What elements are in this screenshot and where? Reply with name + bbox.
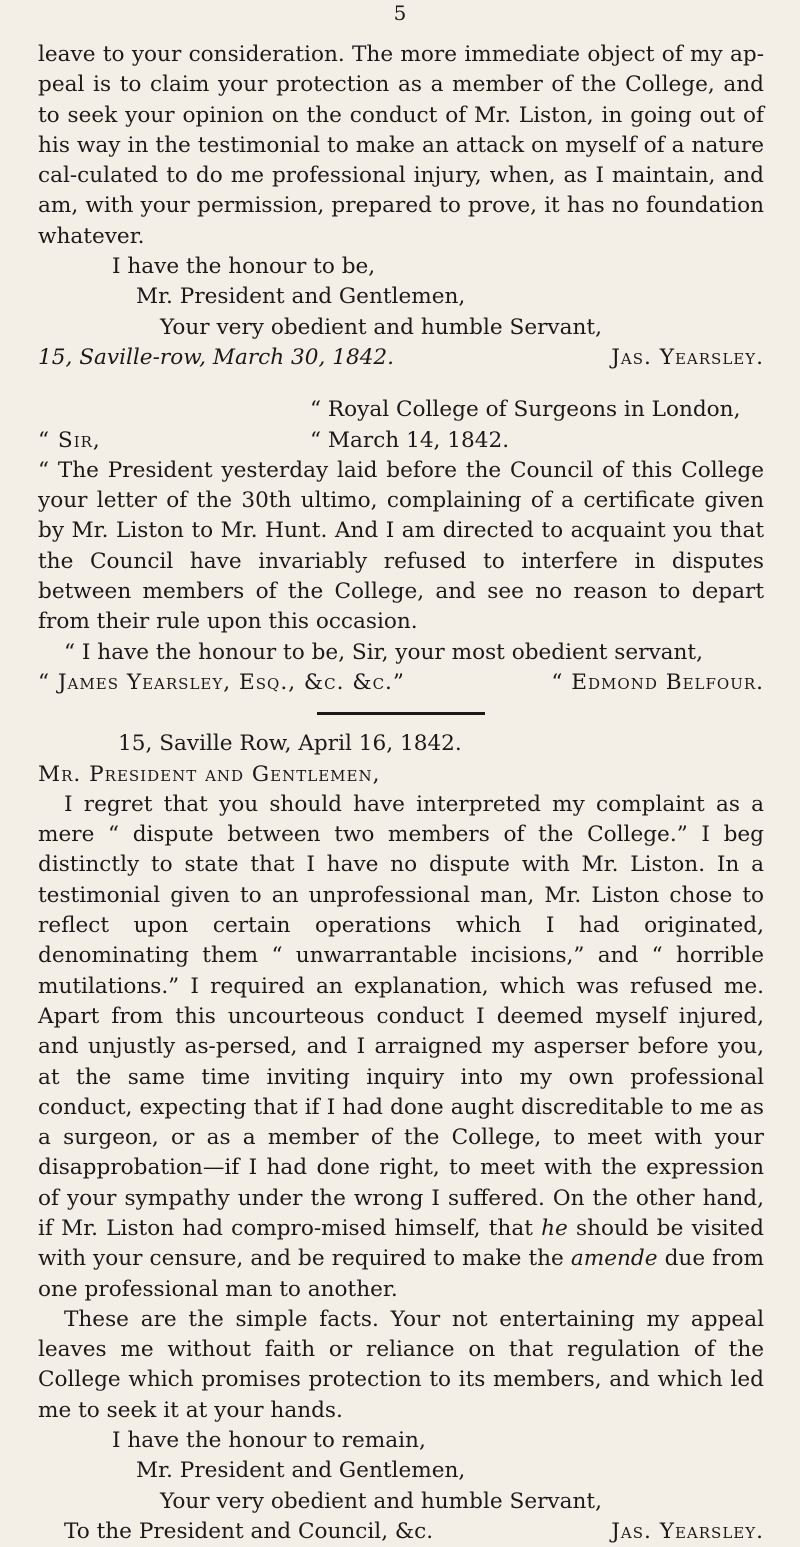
page-body (38, 40, 764, 1547)
letter1-footer (38, 343, 764, 373)
letter3-emphasis-he: he (541, 1215, 568, 1241)
letter1-paragraph: leave to your consideration. The more immediate object of my ap-peal is to claim your protection as a member of the College, and to seek your opinion on the conduct of Mr. Liston, in going out of his way in the testimonial to make an attack on myself of a nature cal-culated to do me professional injury, when, as I maintain, and am, with your permission, prepared to prove, it has no foundation whatever. (38, 42, 764, 249)
letter3-paragraph-1 (38, 790, 764, 1305)
letter2-date: “ March 14, 1842. (310, 427, 510, 453)
page-number: 5 (393, 1, 407, 25)
letter3-signature: Jas. Yearsley. (611, 1518, 764, 1544)
letter3-salutation: Mr. President and Gentlemen, (38, 761, 381, 787)
letter3-paragraph-1-part-b: should be visited with your censure, and be required to make the (38, 1215, 764, 1272)
letter2-salutation: “ Sir, (38, 427, 101, 453)
letter3-dateline: 15, Saville Row, April 16, 1842. (118, 731, 462, 757)
letter3-addressee: To the President and Council, &c. (64, 1518, 434, 1544)
letter3-emphasis-amende: amende (570, 1246, 658, 1272)
letter1-closing-3: Your very obedient and humble Servant, (160, 314, 602, 340)
letter2-salutation-row (38, 426, 764, 456)
letter3-closing-1: I have the honour to remain, (112, 1428, 426, 1454)
letter3-closing-2: Mr. President and Gentlemen, (136, 1458, 466, 1484)
letter3-footer (38, 1517, 764, 1547)
letter1-address: 15, Saville-row, March 30, 1842. (38, 344, 395, 370)
letter3-paragraph-2: These are the simple facts. Your not entertaining my appeal leaves me without faith or reliance on that regulation of the College which promises protection to its members, and which led me to seek it at your hands. (38, 1306, 764, 1423)
letter2-closing: “ I have the honour to be, Sir, your most obedient servant, (64, 639, 703, 665)
letter2-body: “ The President yesterday laid before the Council of this College your letter of the 30th ultimo, complaining of a certificate given by Mr. Liston to Mr. Hunt. And I am directed to acquaint you that the Council have invariably refused to interfere in disputes between members of the College, and see no reason to depart from their rule upon this occasion. (38, 457, 764, 635)
letter3-paragraph-1-part-a: I regret that you should have interpreted my complaint as a mere “ dispute between two members of the College.” I beg distinctly to state that I have no dispute with Mr. Liston. In a testimonial given to an unprofessional man, Mr. Liston chose to reflect upon certain operations which I had originated, denominating them “ unwarrantable incisions,” and “ horrible mutilations.” I required an explanation, which was refused me. Apart from this uncourteous conduct I deemed myself injured, and unjustly as-persed, and I arraigned my asperser before you, at the same time inviting inquiry into my own professional conduct, expecting that if I had done aught discreditable to me as a surgeon, or as a member of the College, to meet with your disapprobation—if I had done right, to meet with the expression of your sympathy under the wrong I suffered. On the other hand, if Mr. Liston had compro-mised himself, that (38, 791, 764, 1241)
letter2-signature: “ Edmond Belfour. (551, 669, 764, 695)
letter2-addressee: “ James Yearsley, Esq., &c. &c.” (38, 669, 405, 695)
letter2-heading: “ Royal College of Surgeons in London, (310, 397, 741, 423)
letter1-closing-1: I have the honour to be, (112, 254, 376, 280)
letter3-closing-3: Your very obedient and humble Servant, (160, 1488, 602, 1514)
letter3-paragraph-1-part-c: due from one professional man to another. (38, 1246, 764, 1302)
letter2-footer (38, 668, 764, 698)
letter1-closing-2: Mr. President and Gentlemen, (136, 284, 466, 310)
letter1-signature: Jas. Yearsley. (611, 344, 764, 370)
